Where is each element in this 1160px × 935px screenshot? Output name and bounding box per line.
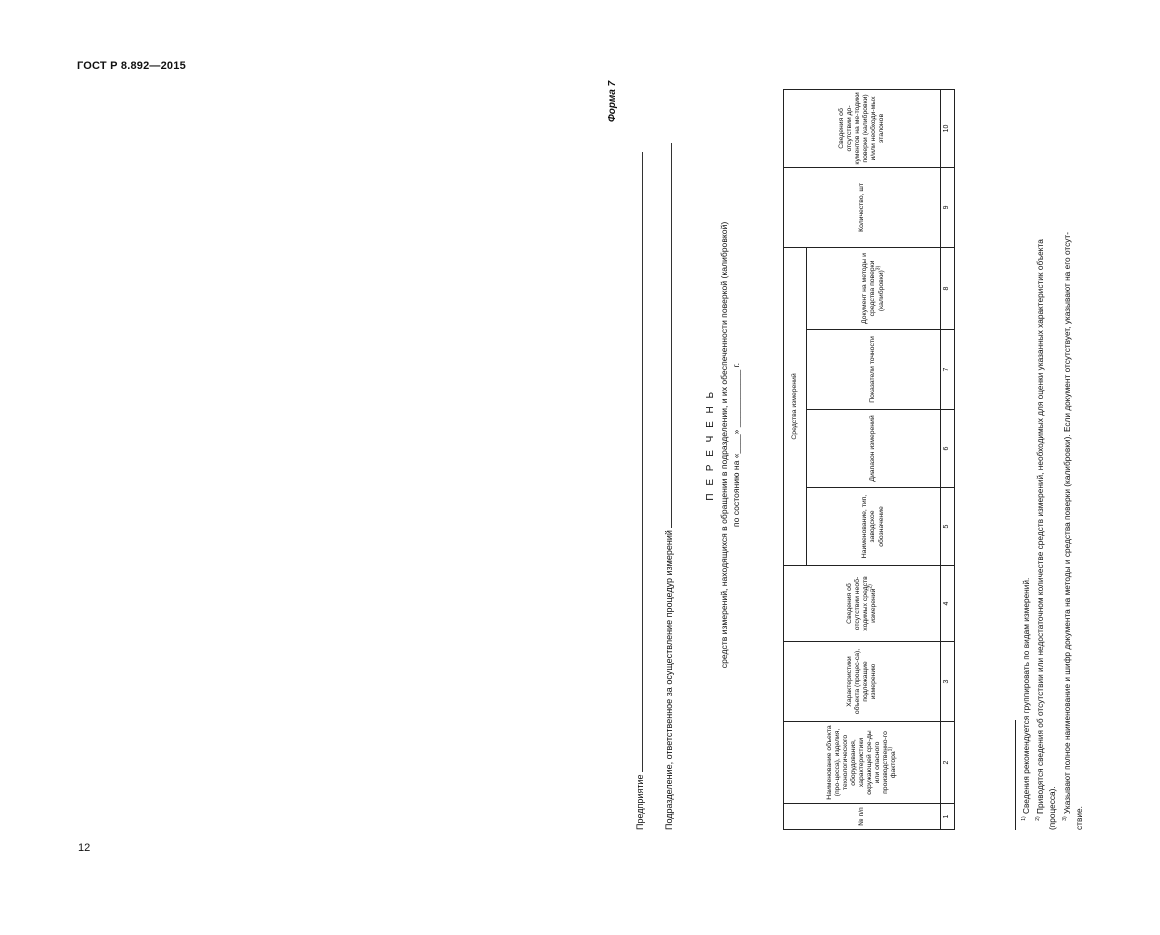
column-number: 1 <box>941 804 955 830</box>
page-number: 12 <box>78 842 91 854</box>
rotated-form <box>607 60 1160 830</box>
column-number: 9 <box>941 167 955 247</box>
column-number: 7 <box>941 330 955 410</box>
enterprise-label: Предприятие <box>635 774 645 830</box>
standard-header: ГОСТ Р 8.892—2015 <box>77 60 186 72</box>
subdivision-label: Подразделение, ответственное за осуществление процедур измерений <box>664 530 674 830</box>
enterprise-field <box>635 152 645 830</box>
footnote-2: $^{2)}$ Приводятся сведения об отсутствии или недостаточном количестве средств измерений, необходимых для оценки указанных характеристик объекта <box>1035 239 1045 821</box>
document-title: П Е Р Е Ч Е Н Ь <box>705 389 716 501</box>
footnote-3: $^{3)}$ Указывают полное наименование и шифр документа на методы и средства поверки (калибровки). Если документ отсутствует, указывают на его отсут- <box>1062 232 1072 821</box>
header-col-characteristics: Характеристики объекта (процес-са), подлежащие измерению <box>784 642 941 722</box>
header-col-object: Наименование объекта (про-цесса), изделия, технологического оборудования, характеристики окружающей сре-ды или опасного производственно-го фактора$^{1)}$ <box>784 722 941 804</box>
enterprise-blank-line <box>642 152 643 772</box>
header-col-range: Диапазон измерений <box>807 410 941 488</box>
instruments-table <box>783 89 955 830</box>
footnote-3-continuation: ствие. <box>1074 806 1084 830</box>
subdivision-blank-line <box>671 143 672 528</box>
footnote-2-continuation: (процесса). <box>1047 786 1057 830</box>
column-number: 10 <box>941 89 955 167</box>
header-col-name-type: Наименование, тип, заводское обозначение <box>807 488 941 566</box>
column-number: 8 <box>941 247 955 329</box>
column-number: 4 <box>941 566 955 642</box>
header-col-verification-doc: Документ на методы и средства поверки (калибровки)$^{3)}$ <box>807 247 941 329</box>
column-number: 6 <box>941 410 955 488</box>
footnote-1: $^{1)}$ Сведения рекомендуется группировать по видам измерений. <box>1021 577 1031 821</box>
header-col-absence-info: Сведения об отсутствии необ-ходимых средств измерений$^{2)}$ <box>784 566 941 642</box>
header-col-documents-absence: Сведения об отсутствии до-кументов на ме-тодики поверки (калибровки) и/или необходи-мых эталонов <box>784 89 941 167</box>
footnote-separator <box>1015 720 1016 830</box>
document-subtitle: средств измерений, находящихся в обращении в подразделении, и их обеспеченности поверкой (калибровкой) <box>719 221 729 669</box>
header-col-number: № п/п <box>784 804 941 830</box>
header-group-instruments: Средства измерений <box>784 247 807 565</box>
header-col-accuracy: Показатели точности <box>807 330 941 410</box>
title-block <box>705 60 741 830</box>
subdivision-field <box>664 143 674 830</box>
header-col-quantity: Количество, шт <box>784 167 941 247</box>
date-line: по состоянию на «____» ____________ г. <box>731 362 741 528</box>
column-number: 5 <box>941 488 955 566</box>
column-numbers-row <box>941 89 955 829</box>
form-number: Форма 7 <box>607 80 618 122</box>
column-number: 2 <box>941 722 955 804</box>
column-number: 3 <box>941 642 955 722</box>
